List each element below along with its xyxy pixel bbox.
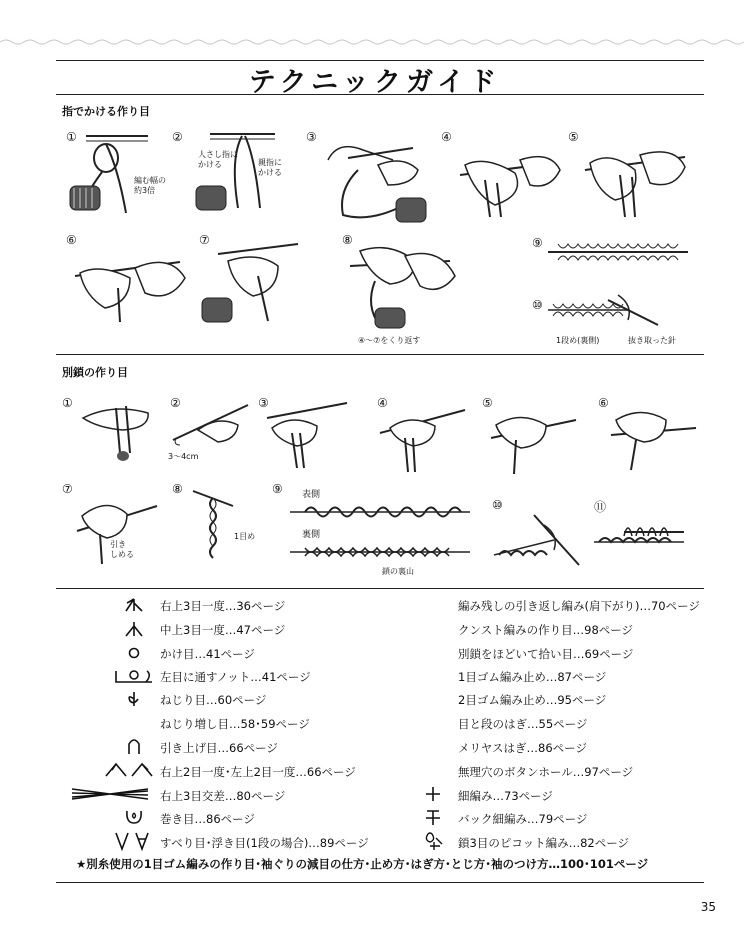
finger-cast-on-step-7-figure — [198, 236, 313, 326]
finger-cast-on-step-1-figure — [66, 128, 166, 218]
caption-pull-tight: 引き しめる — [110, 540, 134, 559]
reference-item: 巻き目…86ページ — [160, 812, 255, 826]
back-single-crochet-icon — [424, 808, 442, 826]
reference-item: クンスト編みの作り目…98ページ — [458, 623, 634, 637]
twisted-stitch-icon — [124, 691, 144, 707]
caption-thumb: 親指に かける — [258, 158, 282, 177]
finger-cast-on-step-5-figure — [580, 135, 690, 220]
reference-item: 別鎖をほどいて拾い目…69ページ — [458, 647, 634, 661]
page-title: テクニックガイド — [248, 67, 502, 98]
step-number: ⑨ — [272, 482, 283, 496]
chain-front-figure — [290, 500, 470, 525]
reference-item: すべり目･浮き目(1段の場合)…89ページ — [160, 836, 369, 850]
caption-first-stitch: 1目め — [234, 532, 256, 541]
step-number: ① — [66, 130, 77, 144]
step-number: ② — [170, 396, 181, 410]
reference-item: 右上3目交差…80ページ — [160, 789, 286, 803]
reference-item: バック細編み…79ページ — [458, 812, 588, 826]
provisional-step-8-figure — [188, 486, 238, 571]
caption-yarn-length: 編む幅の 約3倍 — [134, 176, 166, 195]
reference-item: 編み残しの引き返し編み(肩下がり)…70ページ — [458, 599, 700, 613]
single-crochet-icon — [424, 786, 442, 802]
title-rule-bottom — [56, 94, 704, 95]
step-number: ⑥ — [66, 233, 77, 247]
reference-item: 右上3目一度…36ページ — [160, 599, 286, 613]
section-label-finger-cast-on: 指でかける作り目 — [62, 105, 150, 118]
caption-index-finger: 人さし指に かける — [198, 150, 238, 169]
finger-cast-on-step-4-figure — [455, 135, 565, 220]
reference-item: 目と段のはぎ…55ページ — [458, 717, 588, 731]
two-together-icon — [104, 761, 154, 779]
reference-item: かけ目…41ページ — [160, 647, 255, 661]
pulled-up-stitch-icon — [124, 738, 144, 756]
reference-item: メリヤスはぎ…86ページ — [458, 741, 587, 755]
step-number: ⑨ — [532, 236, 543, 250]
finger-cast-on-step-3-figure — [318, 130, 433, 225]
step-number: ⑤ — [568, 130, 579, 144]
step-number: ⑪ — [594, 500, 607, 514]
provisional-step-5-figure — [486, 400, 581, 475]
step-number: ③ — [306, 130, 317, 144]
page-number: 35 — [700, 900, 716, 914]
provisional-step-3-figure — [262, 398, 352, 468]
reference-item: 無理穴のボタンホール…97ページ — [458, 765, 634, 779]
reference-item: ねじり増し目…58･59ページ — [160, 717, 310, 731]
section-label-provisional-cast-on: 別鎖の作り目 — [62, 366, 128, 379]
provisional-step-1-figure — [78, 398, 158, 463]
caption-first-row: 1段め(裏側) — [556, 336, 600, 345]
center-3-together-icon — [124, 621, 144, 637]
finger-cast-on-step-8-figure — [345, 236, 460, 331]
provisional-step-10-figure — [494, 510, 584, 570]
provisional-step-11-figure — [594, 512, 684, 557]
finger-cast-on-step-10-figure — [548, 290, 678, 330]
picot-icon — [422, 830, 444, 852]
provisional-step-2-figure — [168, 400, 253, 455]
step-number: ⑩ — [492, 498, 503, 512]
step-number: ④ — [441, 130, 452, 144]
caption-back: 裏側 — [302, 530, 321, 540]
finger-cast-on-step-6-figure — [70, 238, 190, 323]
wrapped-stitch-icon — [124, 808, 144, 826]
reference-item: 右上2目一度･左上2目一度…66ページ — [160, 765, 356, 779]
step-number: ② — [172, 130, 183, 144]
caption-chain-back: 鎖の裏山 — [382, 567, 414, 576]
provisional-step-4-figure — [375, 398, 470, 473]
caption-remove-needle: 抜き取った針 — [628, 336, 676, 345]
right-3-together-icon — [124, 597, 144, 613]
top-decoration — [0, 38, 750, 46]
step-number: ③ — [258, 396, 269, 410]
reference-item: 2目ゴム編み止め…95ページ — [458, 693, 607, 707]
step-number: ⑦ — [62, 482, 73, 496]
chain-back-figure — [290, 540, 470, 565]
step-number: ⑤ — [482, 396, 493, 410]
reference-item: 細編み…73ページ — [458, 789, 553, 803]
section-divider — [56, 588, 704, 589]
reference-item: ねじり目…60ページ — [160, 693, 267, 707]
caption-size: 3～4cm — [168, 452, 199, 461]
knot-stitch-icon — [114, 667, 154, 685]
step-number: ④ — [377, 396, 388, 410]
step-number: ⑥ — [598, 396, 609, 410]
step-number: ⑧ — [342, 233, 353, 247]
step-number: ⑧ — [172, 482, 183, 496]
reference-item: 鎖3目のピコット編み…82ページ — [458, 836, 629, 850]
reference-item: 1目ゴム編み止め…87ページ — [458, 670, 607, 684]
finger-cast-on-step-9-figure — [548, 238, 688, 268]
yarn-over-icon — [124, 645, 144, 661]
step-number: ① — [62, 396, 73, 410]
right-3-cross-icon — [70, 787, 150, 801]
slip-stitch-icon — [114, 831, 154, 851]
step-number: ⑦ — [199, 233, 210, 247]
footnote: ★別糸使用の1目ゴム編みの作り目･袖ぐりの減目の仕方･止め方･はぎ方･とじ方･袖のつけ方…100･101ページ — [76, 857, 649, 871]
section-divider — [56, 354, 704, 355]
step-number: ⑩ — [532, 298, 543, 312]
reference-item: 引き上げ目…66ページ — [160, 741, 278, 755]
provisional-step-6-figure — [606, 400, 701, 470]
caption-repeat: ④～⑦をくり返す — [358, 336, 421, 345]
reference-item: 左目に通すノット…41ページ — [160, 670, 311, 684]
footer-rule — [56, 882, 704, 883]
reference-item: 中上3目一度…47ページ — [160, 623, 286, 637]
caption-front: 表側 — [302, 490, 321, 500]
